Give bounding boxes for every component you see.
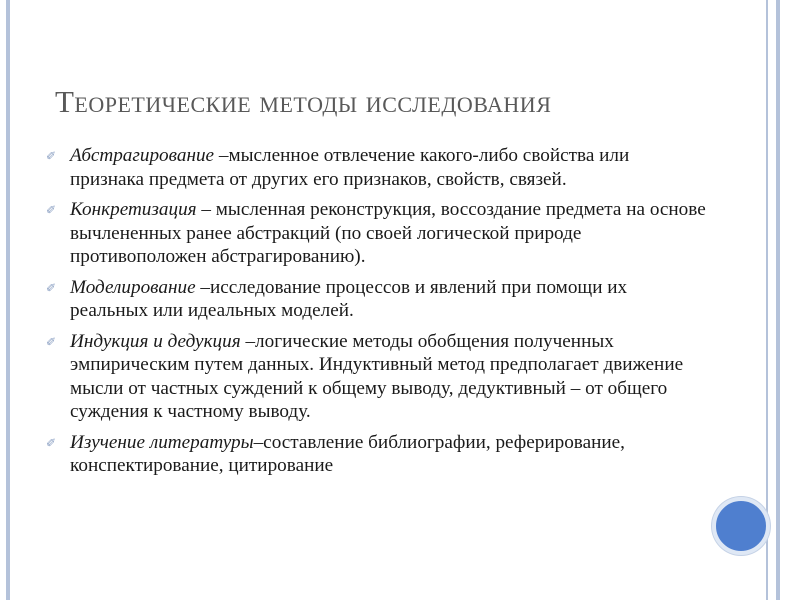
definition: –составление библиографии, реферирование, конспектирование, цитирование	[70, 431, 625, 476]
list-item-text	[70, 198, 706, 269]
definition: –мысленное отвлечение какого-либо свойства или признака предмета от других его признаков, свойств, связей.	[70, 145, 630, 190]
definition: –логические методы обобщения полученных эмпирическим путем данных. Индуктивный метод предполагает движение мысли от частных суждений к общему выводу, дедуктивный – от общего суждения к частному выводу.	[70, 330, 684, 422]
term: Изучение литературы	[70, 431, 254, 453]
left-frame-line	[6, 0, 10, 600]
pencil-bullet-icon: ✐	[46, 149, 57, 163]
right-frame-line-outer	[776, 0, 780, 600]
list-item-modeling	[46, 276, 706, 323]
term: Индукция и дедукция	[70, 330, 241, 352]
pencil-bullet-icon: ✐	[46, 280, 57, 295]
pencil-bullet-icon: ✐	[46, 334, 57, 349]
list-item-text	[70, 330, 706, 424]
list-item-abstraction	[46, 144, 706, 191]
right-frame-line-inner	[766, 0, 768, 600]
bullet-list	[46, 144, 706, 485]
definition: –исследование процессов и явлений при помощи их реальных или идеальных моделей.	[70, 276, 628, 321]
pencil-bullet-icon: ✐	[46, 435, 57, 450]
list-item-literature	[46, 431, 706, 478]
decorative-circle	[712, 497, 770, 555]
list-item-text	[70, 276, 706, 323]
definition: – мысленная реконструкция, воссоздание предмета на основе вычлененных ранее абстракций (по своей логической природе противоположен абстрагированию).	[70, 199, 706, 267]
list-item-text	[70, 144, 706, 191]
list-item-text	[70, 431, 706, 478]
slide-title: Теоретические методы исследования	[55, 84, 552, 119]
list-item-concretization	[46, 198, 706, 269]
term: Абстрагирование	[70, 145, 215, 166]
pencil-bullet-icon: ✐	[46, 203, 57, 217]
list-item-induction-deduction	[46, 330, 706, 424]
term: Конкретизация	[70, 199, 197, 220]
term: Моделирование	[70, 276, 196, 298]
